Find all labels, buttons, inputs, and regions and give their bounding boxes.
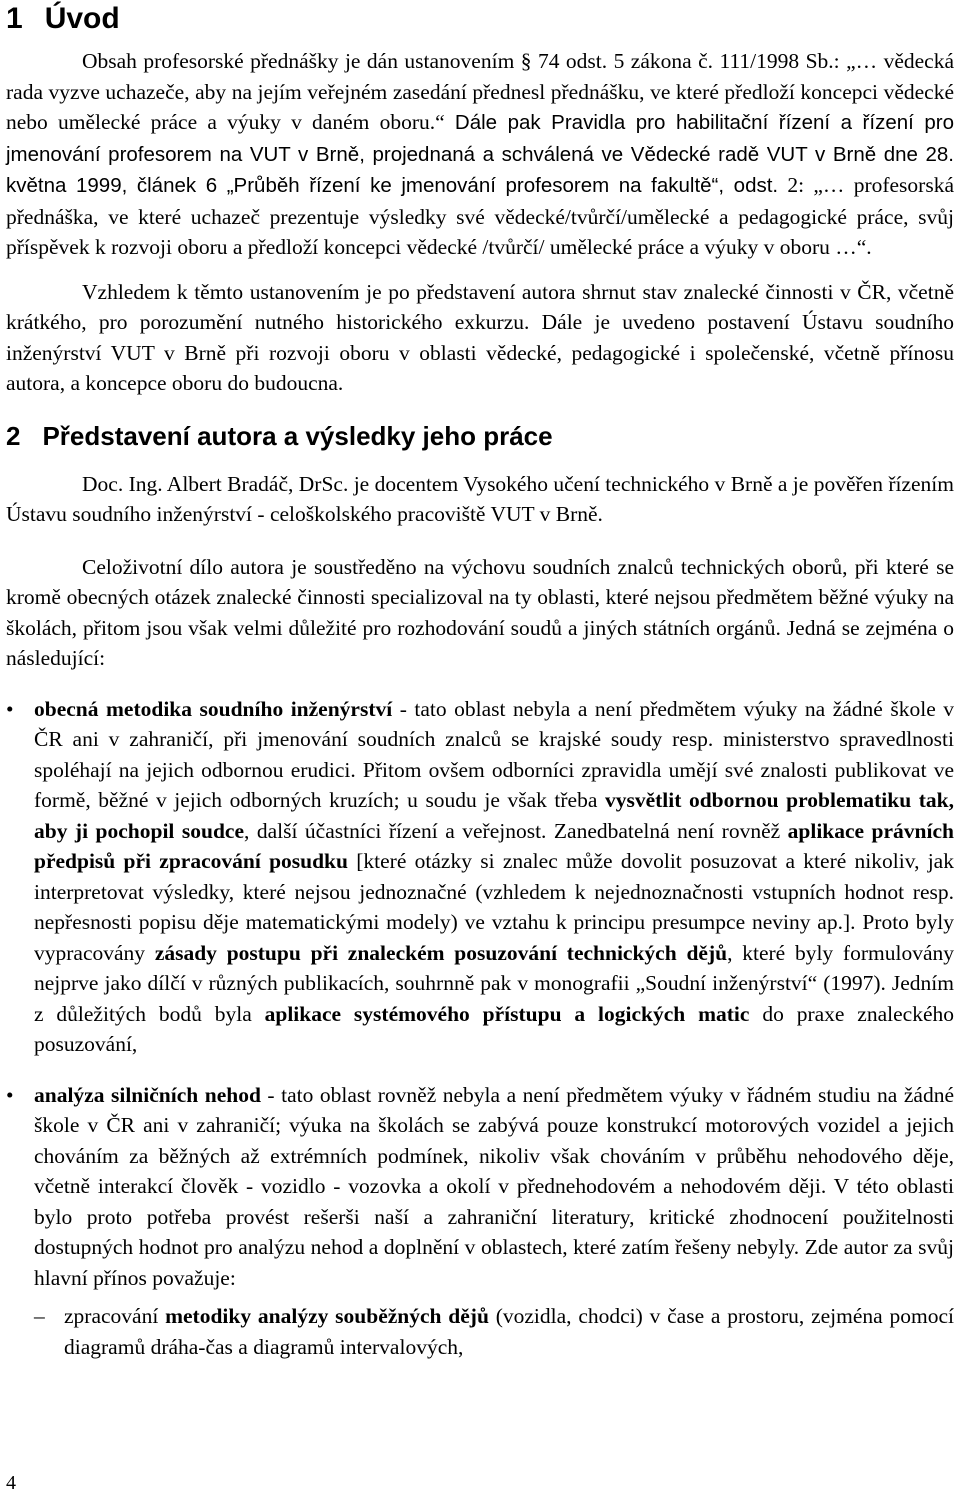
section-1-heading xyxy=(6,0,954,38)
bullet-icon: • xyxy=(6,1082,14,1107)
section-1-paragraph-2: Vzhledem k těmto ustanovením je po představení autora shrnut stav znalecké činnosti v ČR, včetně krátkého, pro porozumění nutného historického exkurzu. Dále je uvedeno postavení Ústavu soudního inženýrství VUT v Brně při rozvoji oboru v oblasti vědecké, pedagogické i společenské, včetně přínosu autora, a koncepce oboru do budoucna. xyxy=(6,279,954,395)
list-item xyxy=(34,1301,955,1362)
section-1-number: 1 xyxy=(6,2,23,35)
section-1-paragraph-1 xyxy=(6,46,954,263)
list-item xyxy=(6,1080,955,1363)
document-page xyxy=(6,0,954,1382)
bullet-list xyxy=(6,694,954,1363)
bold-text: aplikace systémového přístupu a logických matic xyxy=(264,1001,750,1026)
section-2-title: Představení autora a výsledky jeho práce xyxy=(42,420,553,451)
text: zpracování xyxy=(64,1304,166,1328)
text: , další účastníci řízení a veřejnost. Zanedbatelná není rovněž xyxy=(244,818,788,843)
text: do praxe znaleckého posuzování, xyxy=(34,1001,954,1056)
list-item xyxy=(6,694,955,1060)
text: - tato oblast rovněž nebyla a není předmětem výuky v řádném studiu na žádné škole v ČR ani v zahraničí; výuka na školách se zabývá pouze konstrukcí motorových vozidel a jejich chováním za běžných až extrémních podmínek, nikoliv však chováním v průběhu nehodového děje, včetně interakcí člověk - vozidlo - vozovka a okolí v přednehodovém a nehodovém ději. V této oblasti bylo proto potřeba provést rešerši naší a zahraniční literatury, kritické zhodnocení použitelnosti dostupných hodnot pro analýzu nehod a doplnění v oblastech, které zatím řešeny nebyly. Zde autor za svůj hlavní přínos považuje: xyxy=(34,1082,955,1290)
section-1-title: Úvod xyxy=(44,2,120,35)
bold-text: vysvětlit odbornou problematiku tak, aby ji pochopil soudce xyxy=(34,788,954,843)
text: , které byly formulovány nejprve jako dílčí v různých publikacích, souhrnně pak v monografii „Soudní inženýrství“ (1997). Jedním z důležitých bodů byla xyxy=(34,940,954,1026)
page-number: 4 xyxy=(6,1472,16,1494)
dash-list xyxy=(34,1301,954,1362)
bold-text: analýza silničních nehod xyxy=(34,1082,261,1107)
section-2-paragraph-1: Doc. Ing. Albert Bradáč, DrSc. je docentem Vysokého učení technického v Brně a je pověřen řízením Ústavu soudního inženýrství - celoškolského pracoviště VUT v Brně. xyxy=(6,471,954,526)
bold-text: zásady postupu při znaleckém posuzování technických dějů xyxy=(154,940,728,965)
text: (vozidla, chodci) v čase a prostoru, zejména pomocí diagramů dráha-čas a diagramů intervalových, xyxy=(64,1304,955,1359)
section-2-heading xyxy=(6,419,954,453)
bold-text: metodiky analýzy souběžných dějů xyxy=(165,1304,489,1328)
bold-text: obecná metodika soudního inženýrství xyxy=(34,696,393,721)
text: - tato oblast nebyla a není předmětem výuky na žádné škole v ČR ani v zahraničí, při jmenování soudních znalců se krajské soudy resp. ministerstvo spravedlnosti spoléhají na jejich odbornou erudici. Přitom ovšem odborníci zpravidla umějí své znalosti publikovat ve formě, běžné v jejich odborných kruzích; u soudu je však třeba xyxy=(34,696,955,812)
bullet-icon: • xyxy=(6,696,14,721)
dash-icon: – xyxy=(34,1304,45,1328)
paragraph-text: 2: „… profesorská přednáška, ve které uchazeč prezentuje výsledky své vědecké/tvůrčí/umělecké a pedagogické práce, svůj příspěvek k rozvoji oboru a předloží koncepci vědecké /tvůrčí/ umělecké práce a výuky v oboru …“. xyxy=(6,173,954,259)
text: [které otázky si znalec může dovolit posuzovat a které nikoliv, jak interpretovat výsledky, které nejsou jednoznačné (vzhledem k nejednoznačnosti vstupních hodnot resp. nepřesnosti popisu děje matematickými modely) ve vztahu k principu presumpce neviny ap.]. Proto byly vypracovány xyxy=(34,849,954,965)
bold-text: aplikace právních předpisů při zpracování posudku xyxy=(34,818,954,873)
section-2-number: 2 xyxy=(6,420,21,451)
section-2-paragraph-2: Celoživotní dílo autora je soustředěno na výchovu soudních znalců technických oborů, při které se kromě obecných otázek znalecké činnosti specializoval na ty oblasti, které nejsou předmětem běžné výuky na školách, přitom jsou však velmi důležité pro rozhodování soudů a jiných státních orgánů. Jedná se zejména o následující: xyxy=(6,554,954,670)
paragraph-text: Obsah profesorské přednášky je dán ustanovením § 74 odst. 5 zákona č. 111/1998 Sb.: „… vědecká rada vyzve uchazeče, aby na jejím veřejném zasedání přednesl přednášku, ve které předloží koncepci vědecké nebo umělecké práce a výuky v daném oboru.“ xyxy=(6,49,954,134)
paragraph-text-sans: Dále pak Pravidla pro habilitační řízení a řízení pro jmenování profesorem na VUT v Brně, projednaná a schválená ve Vědecké radě VUT v Brně dne 28. května 1999, článek 6 „Průběh řízení ke jmenování profesorem na fakultě“, odst. xyxy=(6,111,954,197)
